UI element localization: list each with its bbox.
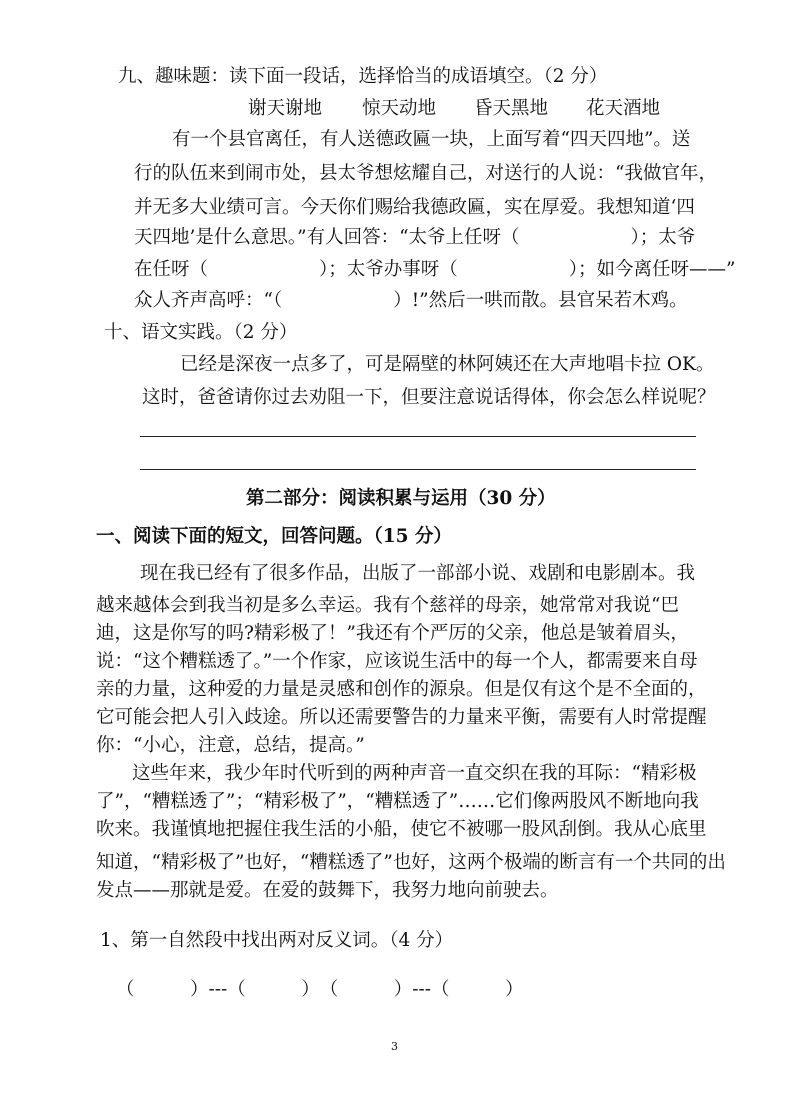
section9-heading: 九、趣味题：读下面一段话，选择恰当的成语填空。（2 分） bbox=[118, 66, 608, 87]
passage-line: 现在我已经有了很多作品，出版了一部部小说、戏剧和电影剧本。我 bbox=[140, 563, 696, 584]
story-line: 并无多大业绩可言。今天你们赐给我德政匾，实在厚爱。我想知道‘四 bbox=[134, 197, 695, 218]
passage-line: 说：“这个糟糕透了。”一个作家，应该说生活中的每一个人，都需要来自母 bbox=[96, 651, 698, 672]
passage-line: 知道，“精彩极了”也好，“糟糕透了”也好，这两个极端的断言有一个共同的出 bbox=[96, 852, 726, 873]
part2-title: 第二部分：阅读积累与运用（30 分） bbox=[246, 488, 556, 509]
passage-line: 吹来。我谨慎地把握住我生活的小船，使它不被哪一股风刮倒。我从心底里 bbox=[96, 819, 707, 840]
story-line: 众人齐声高呼：“（ ）!”然后一哄而散。县官呆若木鸡。 bbox=[134, 290, 688, 311]
story-line: 天四地’是什么意思。”有人回答：“太爷上任呀（ ）；太爷 bbox=[134, 227, 696, 248]
passage-line: 发点——那就是爱。在爱的鼓舞下，我努力地向前驶去。 bbox=[96, 880, 559, 901]
idiom-option: 惊天动地 bbox=[362, 98, 437, 119]
story-line: 行的队伍来到闹市处，县太爷想炫耀自己，对送行的人说：“我做官年， bbox=[134, 163, 717, 184]
story-line: 有一个县官离任，有人送德政匾一块，上面写着“四天四地”。送 bbox=[172, 129, 691, 150]
question1-blanks[interactable]: （ ）---（ ） （ ）---（ ） bbox=[116, 979, 524, 1000]
answer-line[interactable] bbox=[140, 469, 696, 470]
practice-line: 这时，爸爸请你过去劝阻一下，但要注意说话得体，你会怎么样说呢？ bbox=[142, 387, 716, 408]
idiom-option: 昏天黑地 bbox=[474, 98, 549, 119]
passage-line: 越来越体会到我当初是多么幸运。我有个慈祥的母亲，她常常对我说“巴 bbox=[96, 595, 679, 616]
idiom-option: 花天酒地 bbox=[586, 98, 661, 119]
passage-line: 它可能会把人引入歧途。所以还需要警告的力量来平衡，需要有人时常提醒 bbox=[96, 707, 707, 728]
answer-line[interactable] bbox=[140, 436, 696, 437]
passage-line: 迪，这是你写的吗?精彩极了！”我还有个严厉的父亲，他总是皱着眉头， bbox=[96, 623, 689, 644]
reading-heading: 一、阅读下面的短文，回答问题。（15 分） bbox=[96, 526, 452, 547]
page-number: 3 bbox=[391, 1040, 398, 1053]
passage-line: 你：“小心，注意，总结，提高。” bbox=[96, 735, 365, 756]
practice-line: 已经是深夜一点多了，可是隔壁的林阿姨还在大声地唱卡拉 OK。 bbox=[180, 354, 715, 375]
section10-heading: 十、语文实践。（2 分） bbox=[104, 322, 298, 343]
question1-text: 1、第一自然段中找出两对反义词。（4 分） bbox=[100, 930, 454, 951]
story-line: 在任呀（ ）；太爷办事呀（ ）；如今离任呀——” bbox=[134, 259, 736, 280]
passage-line: 这些年来，我少年时代听到的两种声音一直交织在我的耳际：“精彩极 bbox=[132, 763, 697, 784]
passage-line: 亲的力量，这种爱的力量是灵感和创作的源泉。但是仅有这个是不全面的， bbox=[96, 679, 707, 700]
passage-line: 了”，“糟糕透了”；“精彩极了”，“糟糕透了”……它们像两股风不断地向我 bbox=[96, 791, 699, 812]
idiom-option: 谢天谢地 bbox=[248, 98, 323, 119]
